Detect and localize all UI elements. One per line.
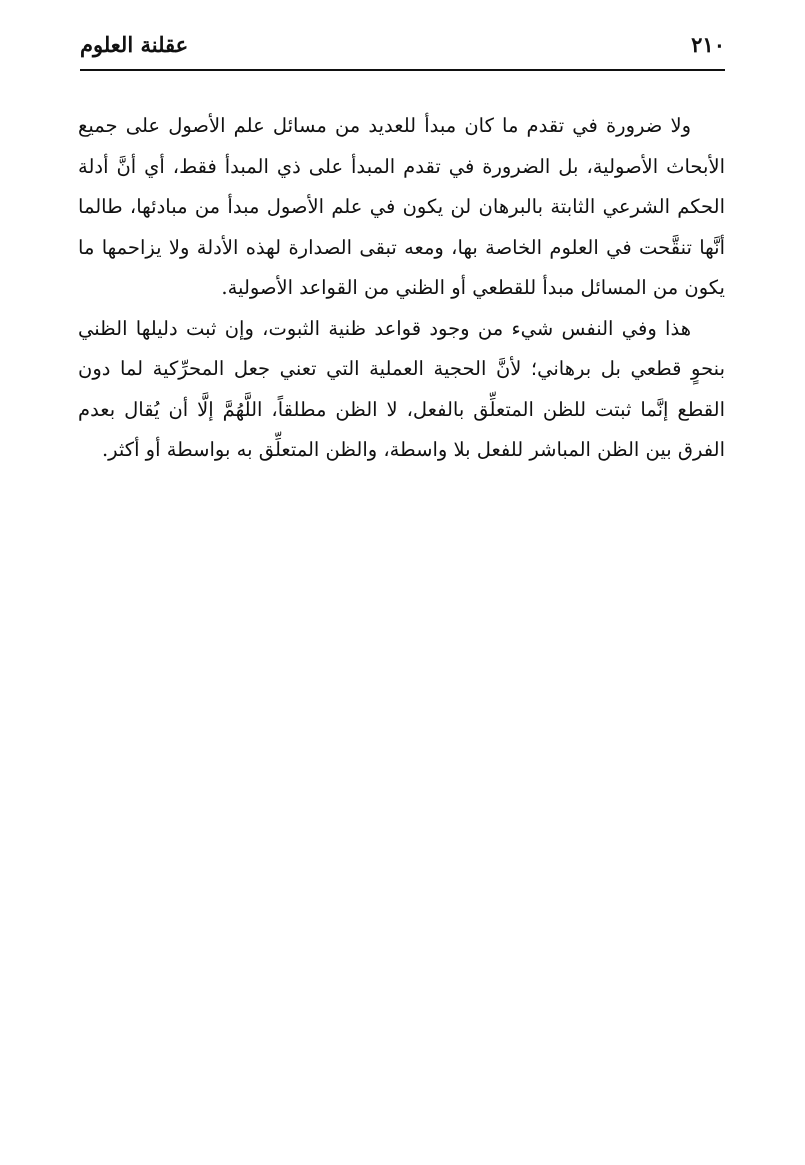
page-number: ٢١٠ [691, 32, 725, 57]
paragraph-1: ولا ضرورة في تقدم ما كان مبدأ للعديد من مسائل علم الأصول على جميع الأبحاث الأصولية، بل الضرورة في تقدم المبدأ على ذي المبدأ فقط، أي أنَّ أدلة الحكم الشرعي الثابتة بالبرهان لن يكون في علم الأصول مبدأ من مبادئها، طالما أنَّها تنقَّحت في العلوم الخاصة بها، ومعه تبقى الصدارة لهذه الأدلة ولا يزاحمها ما يكون من المسائل مبدأ للقطعي أو الظني من القواعد الأصولية. [78, 114, 725, 299]
header-rule [80, 69, 725, 71]
paragraph-2: هذا وفي النفس شيء من وجود قواعد ظنية الثبوت، وإن ثبت دليلها الظني بنحوٍ قطعي بل برهاني؛ لأنَّ الحجية العملية التي تعني جعل المحرِّكية لما دون القطع إنَّما ثبتت للظن المتعلِّق بالفعل، لا الظن مطلقاً، اللَّهُمَّ إلَّا أن يُقال بعدم الفرق بين الظن المباشر للفعل بلا واسطة، والظن المتعلِّق به بواسطة أو أكثر. [78, 316, 725, 461]
page-header [80, 28, 725, 68]
body-text [78, 106, 725, 471]
running-title: عقلنة العلوم [80, 32, 189, 57]
